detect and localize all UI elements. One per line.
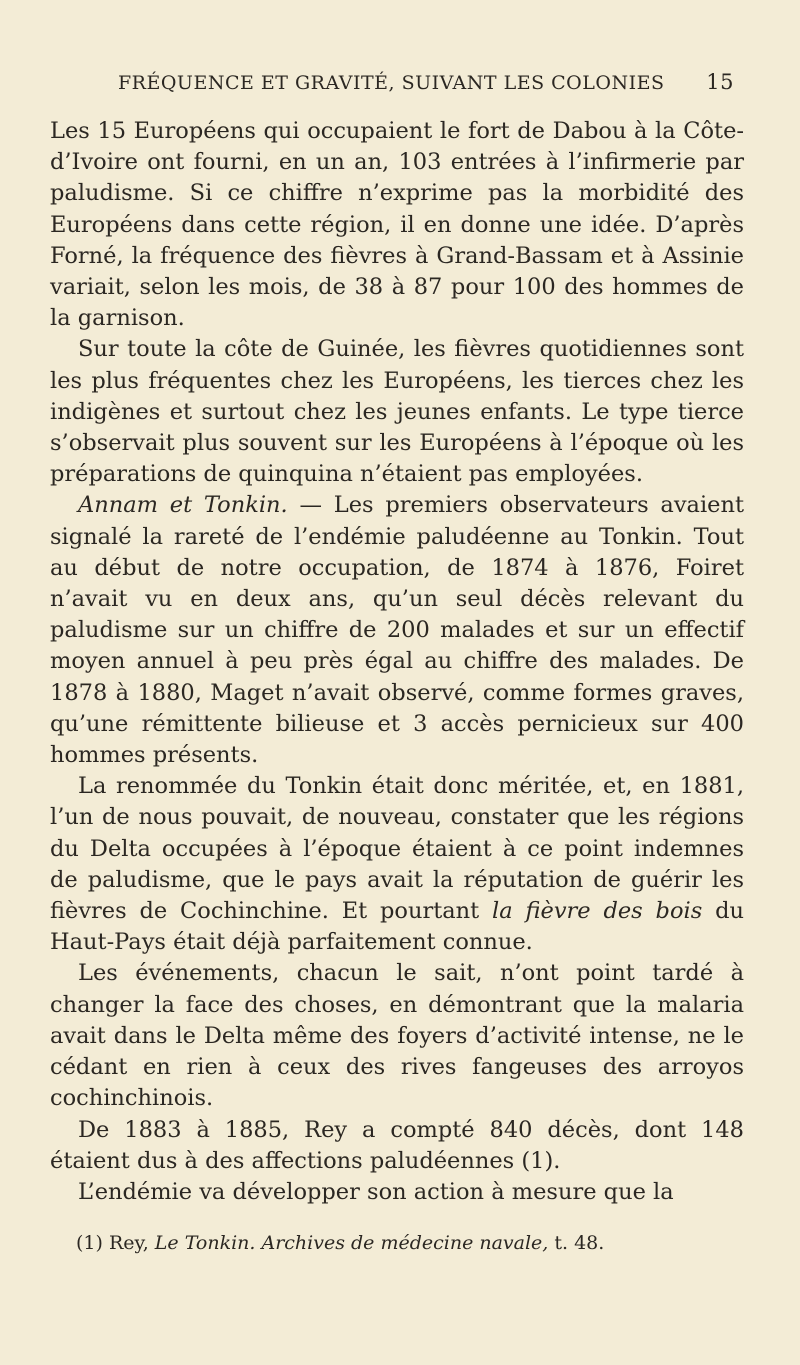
paragraph-guinee: Sur toute la côte de Guinée, les fièvres quotidiennes sont les plus fréquentes chez les Européens, les tierces chez les indigènes et surtout chez les jeunes enfants. Le type tierce s’observait plus souvent sur les Européens à l’époque où les préparations de quinquina n’étaient pas employées. xyxy=(50,336,744,488)
italic-fievre-des-bois: la fièvre des bois xyxy=(492,898,703,925)
running-head xyxy=(50,66,744,106)
running-head-title: FRÉQUENCE ET GRAVITÉ, SUIVANT LES COLONIES xyxy=(118,72,665,94)
footnote-tail: t. 48. xyxy=(548,1232,605,1255)
section-heading-annam-tonkin: Annam et Tonkin. xyxy=(78,492,288,519)
paragraph-renommee-end: du Haut-Pays était déjà parfaitement connue. xyxy=(50,898,745,956)
paragraph-renommee-start: La renommée du Tonkin était donc méritée, et, en 1881, l’un de nous pouvait, de nouveau, constater que les régions du Delta occupées à l’époque étaient à ce point indemnes de paludisme, que le pays avait la réputation de guérir les fièvres de Cochinchine. Et pourtant xyxy=(50,773,744,925)
paragraph-evenements: Les événements, chacun le sait, n’ont point tardé à changer la face des choses, en démontrant que la malaria avait dans le Delta même des foyers d’activité intense, ne le cédant en rien à ceux des rives fangeuses des arroyos cochinchinois. xyxy=(50,960,744,1112)
paragraph-endemie: L’endémie va développer son action à mesure que la xyxy=(78,1178,674,1205)
footnote-citation: Le Tonkin. Archives de médecine navale, xyxy=(154,1232,549,1255)
paragraph-rey: De 1883 à 1885, Rey a compté 840 décès, dont 148 étaient dus à des affections paludéennes (1). xyxy=(50,1116,744,1174)
paragraph-annam-tonkin-text: — Les premiers observateurs avaient signalé la rareté de l’endémie paludéenne au Tonkin. Tout au début de notre occupation, de 1874 à 1876, Foiret n’avait vu en deux ans, qu’un seul décès relevant du paludisme sur un chiffre de 200 malades et sur un effectif moyen annuel à peu près égal au chiffre des malades. De 1878 à 1880, Maget n’avait observé, comme formes graves, qu’une rémittente bilieuse et 3 accès pernicieux sur 400 hommes présents. xyxy=(50,492,744,769)
body-text xyxy=(50,116,744,1208)
paragraph-dabou: Les 15 Européens qui occupaient le fort de Dabou à la Côte-d’Ivoire ont fourni, en un an, 103 entrées à l’infirmerie par paludisme. Si ce chiffre n’exprime pas la morbidité des Européens dans cette région, il en donne une idée. D’après Forné, la fréquence des fièvres à Grand-Bassam et à Assinie variait, selon les mois, de 38 à 87 pour 100 des hommes de la garnison. xyxy=(50,118,744,332)
paragraph-renommee xyxy=(50,771,744,958)
page-number: 15 xyxy=(706,70,734,94)
paragraph-annam-tonkin xyxy=(50,490,744,771)
footnote-marker: (1) Rey, xyxy=(76,1232,155,1255)
footnote xyxy=(50,1230,744,1256)
